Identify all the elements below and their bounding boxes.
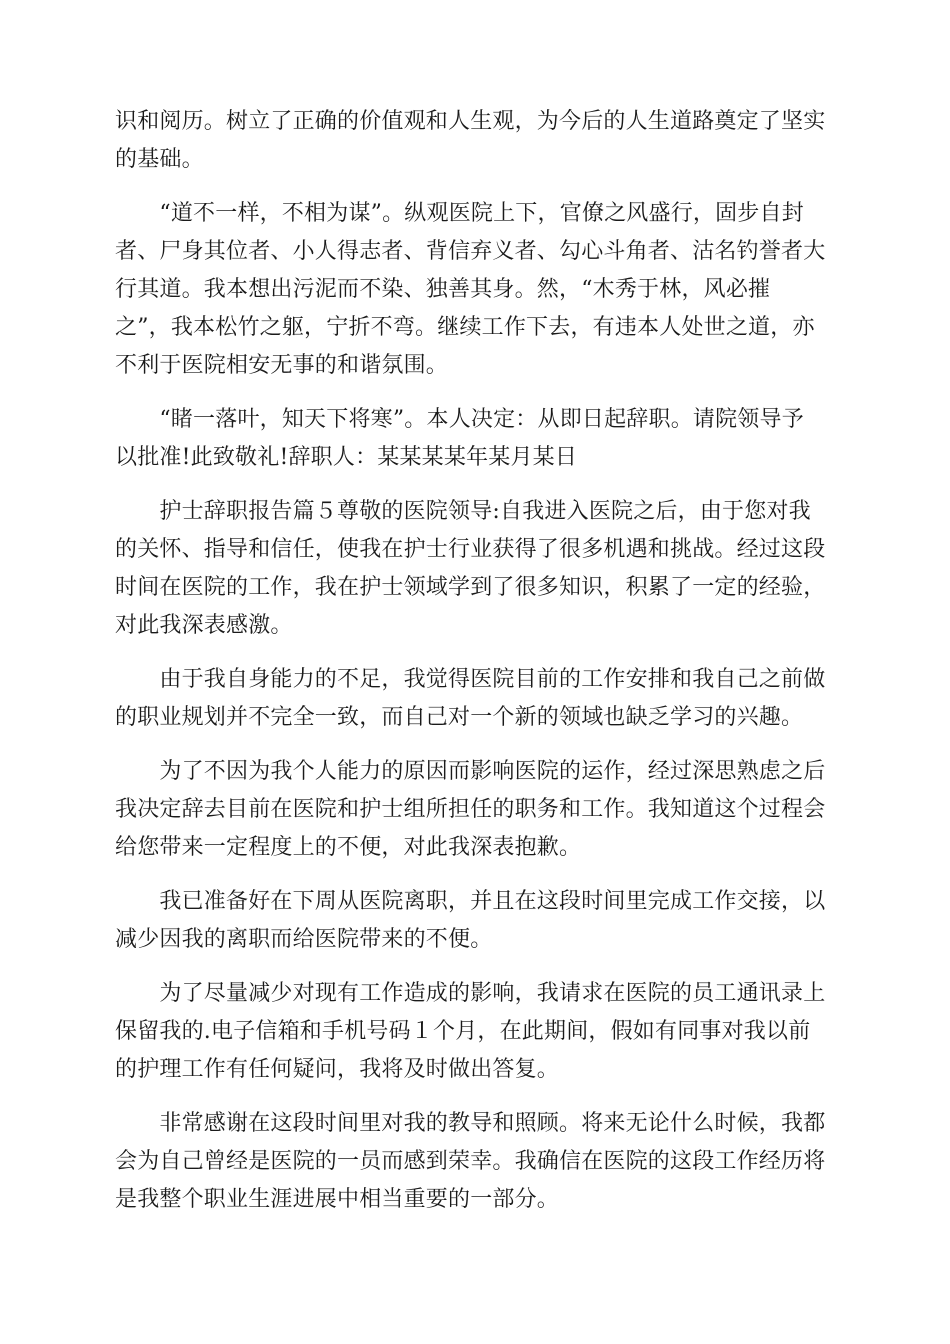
paragraph-4 — [115, 493, 837, 645]
text-line: 识和阅历。树立了正确的价值观和人生观，为今后的人生道路奠定了坚实 — [115, 109, 826, 134]
text-line: “睹一落叶，知天下将寒”。本人决定：从即日起辞职。请院领导予 — [115, 407, 804, 432]
paragraph-8 — [115, 975, 837, 1089]
text-line: 以批准!此致敬礼!辞职人：某某某某年某月某日 — [115, 445, 578, 470]
text-line: 由于我自身能力的不足，我觉得医院目前的工作安排和我自己之前做 — [115, 667, 826, 692]
text-line: 的关怀、指导和信任，使我在护士行业获得了很多机遇和挑战。经过这段 — [115, 537, 826, 562]
text-line: 会为自己曾经是医院的一员而感到荣幸。我确信在医院的这段工作经历将 — [115, 1149, 826, 1174]
text-line: 时间在医院的工作，我在护士领域学到了很多知识，积累了一定的经验， — [115, 575, 826, 600]
paragraph-3 — [115, 401, 837, 477]
text-line: 非常感谢在这段时间里对我的教导和照顾。将来无论什么时候，我都 — [115, 1111, 826, 1136]
text-line: 者、尸身其位者、小人得志者、背信弃义者、勾心斗角者、沽名钓誉者大 — [115, 239, 826, 264]
text-line: 我已准备好在下周从医院离职，并且在这段时间里完成工作交接，以 — [115, 889, 826, 914]
text-line: 为了不因为我个人能力的原因而影响医院的运作，经过深思熟虑之后 — [115, 759, 826, 784]
text-line: 之”，我本松竹之躯，宁折不弯。继续工作下去，有违本人处世之道，亦 — [115, 315, 815, 340]
text-line: 的基础。 — [115, 147, 204, 172]
text-line: “道不一样，不相为谋”。纵观医院上下，官僚之风盛行，固步自封 — [115, 201, 804, 226]
paragraph-6 — [115, 753, 837, 867]
text-line: 不利于医院相安无事的和谐氛围。 — [115, 353, 449, 378]
text-line: 的护理工作有任何疑问，我将及时做出答复。 — [115, 1057, 560, 1082]
text-line: 的职业规划并不完全一致，而自己对一个新的领域也缺乏学习的兴趣。 — [115, 705, 804, 730]
text-line: 护士辞职报告篇５尊敬的医院领导:自我进入医院之后，由于您对我 — [115, 499, 811, 524]
text-line: 为了尽量减少对现有工作造成的影响，我请求在医院的员工通讯录上 — [115, 981, 826, 1006]
paragraph-7 — [115, 883, 837, 959]
paragraph-5 — [115, 661, 837, 737]
paragraph-2 — [115, 195, 837, 385]
text-line: 减少因我的离职而给医院带来的不便。 — [115, 927, 493, 952]
text-line: 行其道。我本想出污泥而不染、独善其身。然，“木秀于林，风必摧 — [115, 277, 771, 302]
text-line: 保留我的.电子信箱和手机号码１个月，在此期间，假如有同事对我以前 — [115, 1019, 811, 1044]
paragraph-1 — [115, 103, 837, 179]
text-line: 是我整个职业生涯进展中相当重要的一部分。 — [115, 1187, 560, 1212]
text-line: 我决定辞去目前在医院和护士组所担任的职务和工作。我知道这个过程会 — [115, 797, 826, 822]
paragraph-9 — [115, 1105, 837, 1219]
document-body — [115, 103, 837, 1235]
text-line: 对此我深表感激。 — [115, 613, 293, 638]
text-line: 给您带来一定程度上的不便，对此我深表抱歉。 — [115, 835, 582, 860]
